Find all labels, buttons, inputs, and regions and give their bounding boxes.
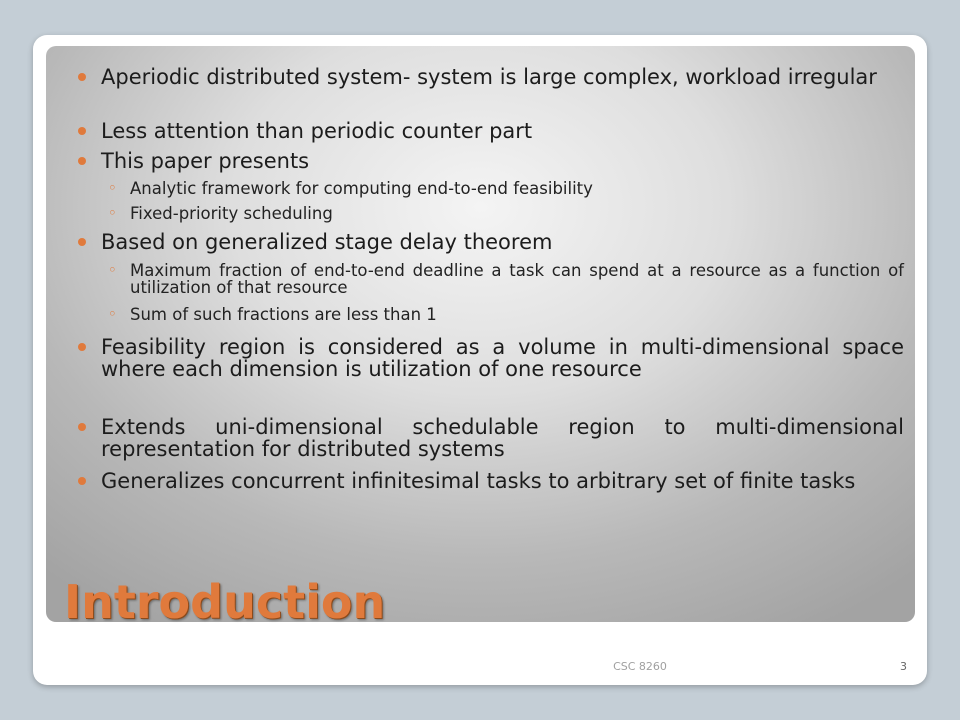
- sub-bullet-item: ◦ Fixed-priority scheduling: [106, 205, 904, 222]
- bullet-item: Feasibility region is considered as a volume in multi-dimensional space where each dimension is utilization of one resource: [78, 336, 904, 380]
- bullet-item: Based on generalized stage delay theorem: [78, 231, 904, 253]
- bullet-item: Aperiodic distributed system- system is large complex, workload irregular: [78, 66, 904, 88]
- bullet-item: Less attention than periodic counter part: [78, 120, 904, 142]
- sub-bullet-item: ◦ Analytic framework for computing end-to-end feasibility: [106, 180, 904, 197]
- slide-number: 3: [900, 660, 907, 673]
- bullet-item: Extends uni-dimensional schedulable region to multi-dimensional representation for distributed systems: [78, 416, 904, 460]
- bullet-item: Generalizes concurrent infinitesimal tasks to arbitrary set of finite tasks: [78, 470, 904, 492]
- sub-bullet-item: ◦ Sum of such fractions are less than 1: [106, 306, 904, 323]
- bullet-item: This paper presents: [78, 150, 904, 172]
- slide-title: Introduction: [64, 575, 386, 629]
- footer-text: CSC 8260: [613, 660, 667, 673]
- sub-bullet-item: ◦ Maximum fraction of end-to-end deadline a task can spend at a resource as a function of utilization of that resource: [106, 262, 904, 296]
